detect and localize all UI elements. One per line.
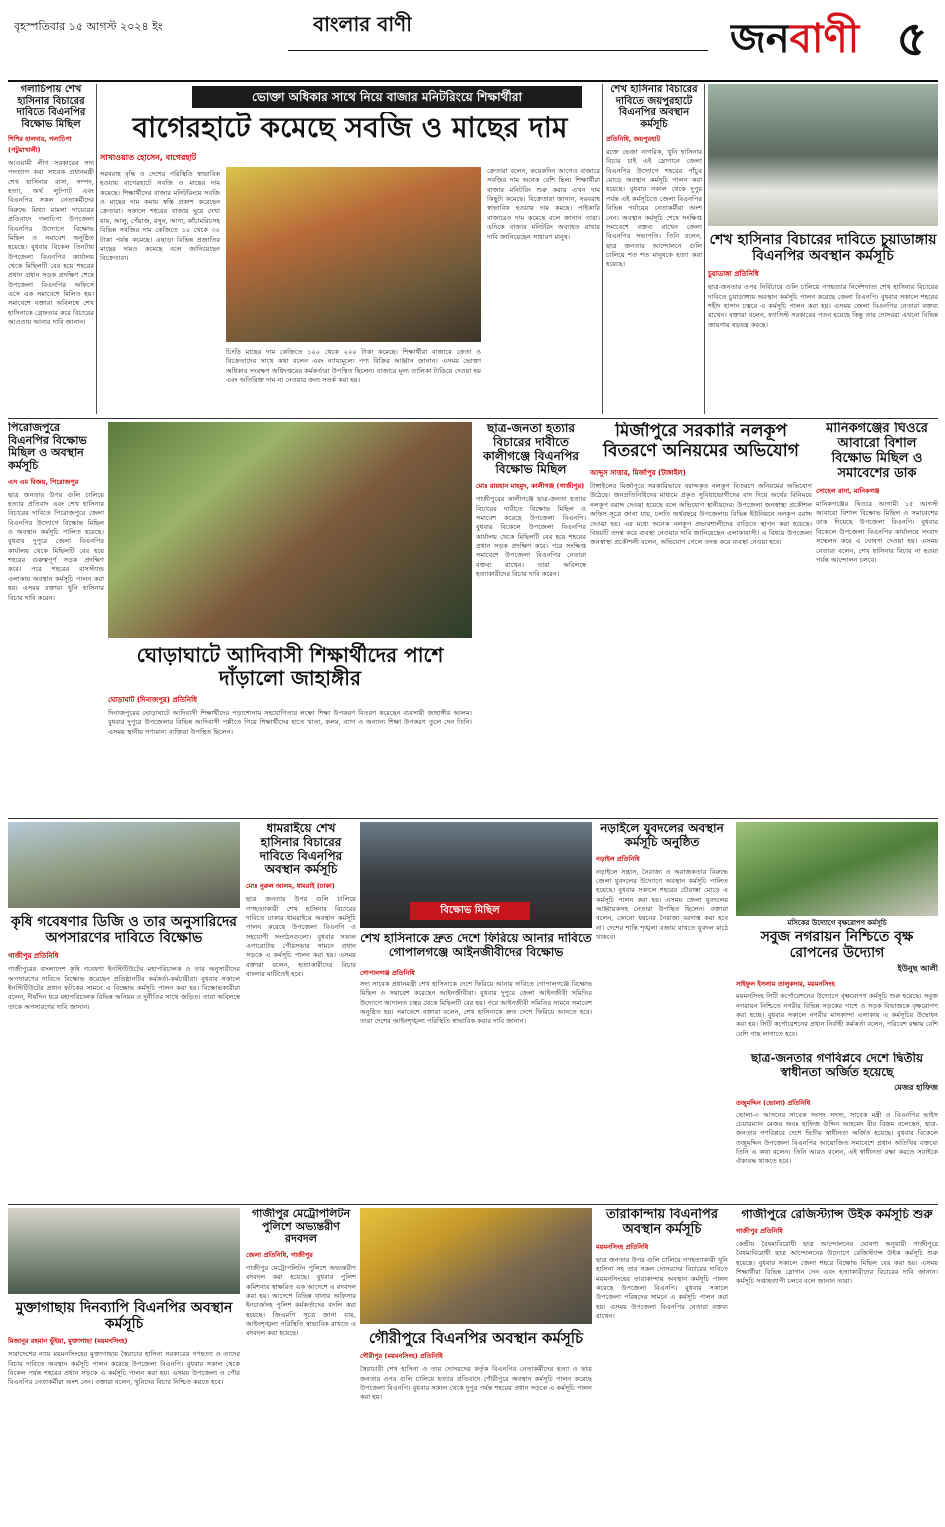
chuadanga-photo <box>708 84 938 226</box>
logo-text-red: বাণী <box>789 16 860 62</box>
students-photo <box>108 422 472 638</box>
article-body: মানিকগঞ্জের ঘিওরে আগামী ১৫ আগস্ট আবারো বিশাল বিক্ষোভ মিছিল ও সমাবেশের ডাক দিয়েছে উপজেলা বিএনপি। বুধবার বিকেলে উপজেলা বিএনপির কার্যালয়ে সংবাদ সম্মেলন করে এ ঘোষণা দেওয়া হয়। এসময় নেতারা বলেন, শেখ হাসিনার বিচার না হওয়া পর্যন্ত আন্দোলন চলবে। <box>816 499 938 564</box>
article-byline: মোঃ নুরুল আলম, ধামরাই (ঢাকা) <box>246 882 335 891</box>
article-body: গাজীপুরের কালীগঞ্জে ছাত্র-জনতা হত্যার বিচারের দাবীতে বিক্ষোভ মিছিল ও সমাবেশ করেছে উপজেলা বিএনপি। বুধবার বিকেলে উপজেলা বিএনপির কার্যালয় থেকে মিছিলটি বের হয়ে শহরের প্রধান সড়ক প্রদক্ষিণ করে। পরে সংক্ষিপ্ত সমাবেশে উপজেলা বিএনপির নেতারা বক্তব্য রাখেন। তারা অবিলম্বে হত্যাকারীদের বিচার দাবি করেন। <box>476 495 586 579</box>
article-headline: কৃষি গবেষণার ডিজি ও তার অনুসারিদের অপসারণের দাবিতে বিক্ষোভ <box>10 914 237 947</box>
article-byline: গোপালগঞ্জ প্রতিনিধি <box>360 969 415 977</box>
article-byline: নড়াইল প্রতিনিধি <box>596 854 640 863</box>
article-chuadanga <box>708 84 938 416</box>
article-headline: শেখ হাসিনাকে দ্রুত দেশে ফিরিয়ে আনার দাবিতে গোপালগঞ্জে আইনজীবীদের বিক্ষোভ <box>360 932 592 959</box>
article-dhamrai <box>246 822 356 1198</box>
article-headline: তারাকান্দায় বিএনপির অবস্থান কর্মসূচি <box>606 1208 718 1237</box>
column-rule <box>96 84 97 414</box>
article-pirojpur <box>8 422 104 816</box>
article-body: দিনাজপুরের ঘোড়াঘাটে আদিবাসী শিক্ষার্থীদের পড়াশোনায় সহযোগিতার লক্ষ্যে শিক্ষা উপকরণ বিতরণ করেছেন ব্যবসায়ী জাহাঙ্গীর আলম। বুধবার দুপুরে উপজেলার বিভিন্ন আদিবাসী পল্লীতে গিয়ে শিক্ষার্থীদের হাতে খাতা, কলম, ব্যাগ ও অন্যান্য শিক্ষা উপকরণ তুলে দেন তিনি। এসময় স্থানীয় গণ্যমান্য ব্যক্তিরা উপস্থিত ছিলেন। <box>108 709 472 736</box>
column-rule <box>704 84 705 414</box>
article-headline: মানিকগঞ্জের ঘিওরে আবারো বিশাল বিক্ষোভ মিছিল ও সমাবেশের ডাক <box>826 422 928 481</box>
logo-text-black: জন <box>730 16 790 62</box>
article-headline: গলাচিপায় শেখ হাসিনার বিচারের দাবিতে বিএনপির বিক্ষোভ মিছিল <box>16 84 86 130</box>
section-rule <box>8 818 938 819</box>
market-photo <box>226 167 481 342</box>
masthead-underline <box>288 50 708 51</box>
article-body: নড়াইলে সন্ত্রাস, নৈরাজ্য ও অরাজকতার বিরুদ্ধে জেলা যুবদলের উদ্যোগে অবস্থান কর্মসূচি পালিত হয়েছে। বুধবার সকালে শহরের চৌরাস্তা মোড়ে এ কর্মসূচি পালন করা হয়। এসময় জেলা যুবদলের আহ্বায়কসহ নেতারা উপস্থিত ছিলেন। বক্তারা বলেন, কোনো ধরনের নৈরাজ্য বরদাস্ত করা হবে না। দেশের শান্তি শৃঙ্খলা বজায় রাখতে যুবদল মাঠে থাকবে। <box>596 867 728 942</box>
article-body: সারাদেশের ন্যায় ময়মনসিংহের মুক্তাগাছায় স্বৈরাচার হাসিনা সরকারের গণহত্যা ও তাদের বিচার দাবিতে অবস্থান কর্মসূচি পালন করেছে উপজেলা বিএনপি। বুধবার সকাল থেকে বিকেল পর্যন্ত শহরের প্রধান সড়কে এ কর্মসূচি পালন করা হয়। এসময় উপজেলা ও পৌর বিএনপির নেতাকর্মীরা অংশ নেন। বক্তারা বলেন, খুনিদের বিচার নিশ্চিত করতে হবে। <box>8 1350 240 1387</box>
article-byline: প্রতিনিধি, জয়পুরহাট <box>606 135 661 143</box>
article-headline: গাজীপুরে রেজিস্ট্যান্স উইক কর্মসূচি শুরু <box>741 1208 933 1221</box>
article-body: সদ্য সাবেক প্রধানমন্ত্রী শেখ হাসিনাকে দেশে ফিরিয়ে আনার দাবিতে গোপালগঞ্জে বিক্ষোভ মিছিল ও সমাবেশ করেছেন আইনজীবীরা। বুধবার দুপুরে জেলা আইনজীবী সমিতির উদ্যোগে আদালত চত্বর থেকে মিছিলটি বের হয়। পরে আইনজীবী সমিতির সামনে সমাবেশ অনুষ্ঠিত হয়। সমাবেশে বক্তারা বলেন, শেখ হাসিনাকে দ্রুত দেশে ফিরিয়ে আনতে হবে। তারা দেশের আইনশৃঙ্খলা পরিস্থিতি স্বাভাবিক করার দাবি জানান। <box>360 980 592 1026</box>
article-bagerhat <box>100 112 600 417</box>
issue-date: বৃহস্পতিবার ১৫ আগস্ট ২০২৪ ইং <box>14 20 163 33</box>
article-mirzapur <box>590 422 812 816</box>
article-body: ছাত্র জনতার উপর গুলি চালিয়ে হত্যার প্রতিবাদ এবং শেখ হাসিনার বিচারের দাবিতে পিরোজপুরে জেলা বিএনপির উদ্যোগে বিক্ষোভ মিছিল ও অবস্থান কর্মসূচি পালিত হয়েছে। বুধবার দুপুরে জেলা বিএনপির কার্যালয় থেকে মিছিলটি বের হয়ে শহরের গুরুত্বপূর্ণ সড়ক প্রদক্ষিণ করে। পরে শহরের বাসস্ট্যান্ড এলাকায় অবস্থান কর্মসূচি পালন করা হয়। এসময় বক্তারা খুনি হাসিনার বিচার দাবি করেন। <box>8 490 104 602</box>
article-resistance-week <box>736 1208 938 1520</box>
article-gopalganj <box>360 822 592 1198</box>
article-headline: ছাত্র-জনতা হত্যার বিচারের দাবীতে কালীগঞ্জে বিএনপির বিক্ষোভ মিছিল <box>483 422 579 477</box>
article-manikganj <box>816 422 938 816</box>
article-headline: পিরোজপুরে বিএনপির বিক্ষোভ মিছিল ও অবস্থান কর্মসূচি <box>8 422 87 472</box>
article-body: টাঙ্গাইলের মির্জাপুরে সরকারিভাবে বরাদ্দকৃত নলকূপ বিতরণে অনিয়মের অভিযোগ উঠেছে। জনপ্রতিনিধিদের মাধ্যমে প্রকৃত সুবিধাভোগীদের বাদ দিয়ে অর্থের বিনিময়ে নলকূপ বরাদ্দ দেওয়া হয়েছে বলে অভিযোগ স্থানীয়দের। উপজেলা জনস্বাস্থ্য প্রকৌশল অফিস সূত্রে জানা যায়, চলতি অর্থবছরে উপজেলায় বিভিন্ন ইউনিয়নে নলকূপ বরাদ্দ দেওয়া হয়। এর মধ্যে অনেক নলকূপ প্রভাবশালীদের বাড়িতে স্থাপন করা হয়েছে। বিষয়টি তদন্ত করে ব্যবস্থা নেওয়ার দাবি জানিয়েছেন এলাকাবাসী। এ বিষয়ে উপজেলা জনস্বাস্থ্য প্রকৌশলী বলেন, অভিযোগ পেলে তদন্ত করে ব্যবস্থা নেওয়া হবে। <box>590 482 812 547</box>
page-number: ৫ <box>896 11 928 67</box>
top-strip: ভোক্তা অধিকার সাথে নিয়ে বাজার মনিটরিংয়ে শিক্ষার্থীরা <box>192 86 582 108</box>
article-headline: শেখ হাসিনার বিচারের দাবিতে জয়পুরহাটে বিএনপির অবস্থান কর্মসূচি <box>610 84 698 130</box>
article-body: সরবরাহ বৃদ্ধি ও দেশের পরিস্থিতি স্বাভাবিক হওয়ায় বাগেরহাটে সবজি ও মাছের দাম কমেছে। শিক্ষার্থীদের বাজার মনিটরিংয়ে সবজি ও মাছের দাম কমায় স্বস্তি প্রকাশ করেছেন ক্রেতারা। সকালে শহরের বাজার ঘুরে দেখা যায়, আলু, পেঁয়াজ, রসুন, আদা, কাঁচামরিচসহ বিভিন্ন সবজির দাম কেজিতে ১০ থেকে ৩০ টাকা পর্যন্ত কমেছে। এছাড়া বিভিন্ন প্রজাতির মাছের দামও কমেছে বলে জানিয়েছেন বিক্রেতারা। <box>100 170 220 263</box>
article-byline: সাখাওয়াত হোসেন, বাগেরহাট <box>100 153 197 163</box>
section-rule <box>8 418 938 419</box>
article-headline: শেখ হাসিনার বিচারের দাবিতে চুয়াডাঙ্গায় বিএনপির অবস্থান কর্মসূচি <box>709 232 937 265</box>
article-gouripur <box>360 1208 592 1520</box>
article-byline: মোঃ রায়হান মাহমুদ, কালীগঞ্জ (গাজীপুর) <box>476 482 585 491</box>
article-headline: গাজীপুর মেট্রোপলিটন পুলিশে অভ্যন্তরীণ রদবদল <box>251 1208 351 1246</box>
article-byline: শিশির হালদার, গলাচিপা (পটুয়াখালী) <box>8 135 72 154</box>
protest-photo <box>8 822 240 908</box>
masthead-rule <box>8 80 938 82</box>
article-byline: ময়মনসিংহ প্রতিনিধি <box>596 1242 649 1251</box>
article-byline: জেলা প্রতিনিধি, গাজীপুর <box>246 1250 313 1259</box>
article-kicker: মসিকের উদ্যোগে বৃক্ষরোপণ কর্মসূচি <box>787 919 887 927</box>
article-byline: সোহেল রানা, মানিকগঞ্জ <box>816 486 880 495</box>
article-kaliganj <box>476 422 586 816</box>
column-rule <box>602 84 603 414</box>
section-rule <box>8 1204 938 1205</box>
article-byline: এস এম বিজয়, পিরোজপুর <box>8 477 79 486</box>
article-byline: তজুমদ্দিন (ভোলা) প্রতিনিধি <box>736 1098 811 1107</box>
article-body: ক্রেতারা বলেন, কয়েকদিন আগেও বাজারে সবজির দাম অনেক বেশি ছিল। শিক্ষার্থীরা বাজার মনিটরিং শুরু করায় এখন দাম কিছুটা কমেছে। বিক্রেতারা জানান, সরবরাহ স্বাভাবিক হওয়ায় দাম কমছে। পাইকারি বাজারেও দাম কমেছে বলে জানান তারা। এদিকে বাজার মনিটরিং অব্যাহত রাখার দাবি জানিয়েছেন সাধারণ মানুষ। <box>487 167 600 241</box>
article-body: ছাত্র-জনতার ওপর নির্বিচারে গুলি চালিয়ে গণহত্যার নির্দেশদাতা শেখ হাসিনার বিচারের দাবিতে চুয়াডাঙ্গায় অবস্থান কর্মসূচি পালন করেছে জেলা বিএনপি। বুধবার সকালে শহরের শহীদ হাসান চত্বরে এ কর্মসূচি পালন করা হয়। এসময় জেলা বিএনপির নেতারা বক্তব্য রাখেন। বক্তারা বলেন, ফ্যাসিস্ট সরকারের পতন হয়েছে কিন্তু তার দোসররা এখনো বিভিন্ন জায়গায় ষড়যন্ত্র করছে। <box>708 283 938 329</box>
article-headline: ছাত্র-জনতার গণবিপ্লবে দেশে দ্বিতীয় স্বাধীনতা অর্জিত হয়েছে <box>750 1052 924 1079</box>
article-body: ভোলা-৩ আসনের সাবেক সংসদ সদস্য, সাবেক মন্ত্রী ও বিএনপির ভাইস চেয়ারম্যান মেজর অবঃ হাফিজ উদ্দিন আহমেদ বীর বিক্রম বলেছেন, ছাত্র-জনতার গণবিপ্লবে দেশে দ্বিতীয় স্বাধীনতা অর্জিত হয়েছে। বুধবার বিকেলে তজুমদ্দিন উপজেলা বিএনপির আয়োজিত সমাবেশে প্রধান অতিথির বক্তব্যে তিনি এ কথা বলেন। তিনি আরও বলেন, এই স্বাধীনতা রক্ষা করতে সবাইকে ঐক্যবদ্ধ থাকতে হবে। <box>736 1110 938 1166</box>
article-tarakanda <box>596 1208 728 1520</box>
article-body: ছাত্র জনতার উপর গুলি চালিয়ে গণহত্যাকারী শেখ হাসিনার বিচারের দাবিতে ঢাকার ধামরাইয়ে অবস্থান কর্মসূচি পালন করেছে উপজেলা বিএনপি ও সহযোগী সংগঠনগুলো। বুধবার সকাল এগারোটায় পৌরসভার সামনে প্রধান সড়কে এ কর্মসূচি পালন করা হয়। এসময় বক্তারা বলেন, হত্যাকারীদের বিচার বাংলার মাটিতেই হবে। <box>246 895 356 979</box>
article-muktagacha <box>8 1208 240 1520</box>
article-author: মেজর হাফিজ <box>894 1082 938 1092</box>
gouripur-photo <box>360 1208 592 1324</box>
article-byline: মিজানুর রহমান ভুঁইয়া, মুক্তাগাছা (ময়মনসিংহ) <box>8 1337 128 1346</box>
article-byline: গাজীপুর প্রতিনিধি <box>736 1226 783 1235</box>
article-body: রক্তে ভেজা নাগরিক, খুনি হাসিনার বিচার চাই এই স্লোগানে জেলা বিএনপির উদ্যোগে শহরের পাঁচুর মোড়ে অবস্থান কর্মসূচি পালন করা হয়েছে। বুধবার সকাল থেকে দুপুর পর্যন্ত এই কর্মসূচিতে জেলা বিএনপির বিভিন্ন পর্যায়ের নেতাকর্মীরা অংশ নেন। অবস্থান কর্মসূচি শেষে সংক্ষিপ্ত সমাবেশে বক্তব্য রাখেন জেলা বিএনপির সভাপতি। তিনি বলেন, ছাত্র জনতার আন্দোলনে গুলি চালিয়ে শত শত মানুষকে হত্যা করা হয়েছে। <box>606 148 702 269</box>
article-headline: গৌরীপুরে বিএনপির অবস্থান কর্মসূচি <box>368 1329 584 1347</box>
article-joypurhat <box>606 84 702 416</box>
article-headline: মুক্তাগাছায় দিনব্যাপি বিএনপির অবস্থান কর্মসূচি <box>15 1300 233 1333</box>
article-headline: সবুজ নগরায়ন নিশ্চিতে বৃক্ষ রোপনের উদ্যোগ <box>760 929 914 962</box>
article-golachipa <box>8 84 94 416</box>
article-narail <box>596 822 728 1198</box>
article-headline: ঘোড়াঘাটে আদিবাসী শিক্ষার্থীদের পাশে দাঁড়ালো জাহাঙ্গীর <box>136 643 444 690</box>
muktagacha-photo <box>8 1208 240 1294</box>
article-body: ছাত্র জনতার উপর গুলি চালিয়ে গণহত্যাকারী খুনি হাসিনা সহ তার সকল দোসরদের বিচারের দাবিতে ময়মনসিংহের তারাকান্দায় অবস্থান কর্মসূচি পালন করেছে উপজেলা বিএনপি। বুধবার সকালে উপজেলা পরিষদের সামনে এ কর্মসূচি পালন করা হয়। এসময় উপজেলা বিএনপির নেতারা বক্তব্য রাখেন। <box>596 1255 728 1321</box>
article-byline: গৌরীপুর (ময়মনসিংহ) প্রতিনিধি <box>360 1352 443 1361</box>
article-body: গাজীপুরের বাংলাদেশ কৃষি গবেষণা ইনস্টিটিউটের মহাপরিচালক ও তার অনুসারীদের অপসারণের দাবিতে বিক্ষোভ করেছেন প্রতিষ্ঠানটির কর্মকর্তা-কর্মচারীরা। বুধবার সকালে ইনস্টিটিউটের প্রধান ফটকের সামনে এ বিক্ষোভ কর্মসূচি পালন করা হয়। বিক্ষোভকারীরা বলেন, দীর্ঘদিন ধরে মহাপরিচালক বিভিন্ন অনিয়ম ও দুর্নীতির সাথে জড়িত। তারা অবিলম্বে তাকে অপসারণের দাবি জানান। <box>8 965 240 1011</box>
article-headline: বাগেরহাটে কমেছে সবজি ও মাছের দাম <box>132 112 568 144</box>
article-body: স্বৈরাচারী শেখ হাসিনা ও তার দোসরদের কর্তৃক বিএনপির নেতাকর্মীদের হত্যা ও ছাত্র জনতার ওপর গুলি চালিয়ে হত্যার প্রতিবাদে গৌরীপুরে অবস্থান কর্মসূচি পালন করেছে উপজেলা বিএনপি। বুধবার সকাল থেকে দুপুর পর্যন্ত শহরের প্রধান সড়কে এ কর্মসূচি পালন করা হয়। <box>360 1365 592 1402</box>
article-body: আওয়ামী লীগ সরকারের সদ্য পদত্যাগ করা সাবেক প্রধানমন্ত্রী শেখ হাসিনার বাসা, সম্পদ, হত্যা, অর্থ লুটপাট এবং বিএনপির সকল নেতাকর্মীদের বিরুদ্ধে মিথ্যা মামলা দায়েরের প্রতিবাদে গলাচিপা উপজেলা বিএনপির উদ্যোগে বিক্ষোভ মিছিল ও সমাবেশ অনুষ্ঠিত হয়েছে। বুধবার বিকেল তিনটায় উপজেলা বিএনপির কার্যালয় থেকে মিছিলটি বের হয়ে শহরের প্রধান প্রধান সড়ক প্রদক্ষিণ শেষে উপজেলা বিএনপির অফিসে এসে এক সমাবেশে মিলিত হয়। সমাবেশে বক্তারা অবিলম্বে শেখ হাসিনাকে গ্রেফতার করে বিচারের আওতায় আনার দাবি জানান। <box>8 159 94 327</box>
article-byline: সাইফুল ইসলাম তালুকদার, ময়মনসিংহ <box>736 980 835 989</box>
article-byline: ঘোড়াঘাট (দিনাজপুর) প্রতিনিধি <box>108 696 198 704</box>
tree-plantation-photo <box>736 822 938 916</box>
masthead-logo <box>730 6 880 72</box>
article-body: কেন্দ্রীয় বৈষম্যবিরোধী ছাত্র আন্দোলনের ঘোষণা অনুযায়ী গাজীপুরে বৈষম্যবিরোধী ছাত্র আন্দোলনের উদ্যোগে রেজিস্ট্যান্স উইক কর্মসূচি শুরু হয়েছে। বুধবার সকালে জেলা শহরে বিক্ষোভ মিছিল বের করা হয়। এসময় শিক্ষার্থীরা বিভিন্ন স্লোগান দেন এবং হত্যাকারীদের বিচারের দাবি জানান। কর্মসূচি সপ্তাহব্যাপী চলবে বলে জানান তারা। <box>736 1239 938 1286</box>
article-headline: নড়াইলে যুবদলের অবস্থান কর্মসূচি অনুষ্ঠিত <box>600 822 724 849</box>
masthead <box>8 6 938 76</box>
article-tree-plantation <box>736 822 938 1048</box>
article-byline: গাজীপুর প্রতিনিধি <box>8 952 59 961</box>
article-byline: আব্দুস সাত্তার, মির্জাপুর (টাঙ্গাইল) <box>590 469 686 478</box>
article-krishi <box>8 822 240 1198</box>
article-headline: ধামরাইয়ে শেখ হাসিনার বিচারের দাবিতে বিএনপির অবস্থান কর্মসূচি <box>259 822 343 877</box>
section-name: বাংলার বাণী <box>313 12 412 36</box>
article-gmp <box>246 1208 356 1520</box>
article-byline: চুয়াডাঙ্গা প্রতিনিধি <box>708 270 759 279</box>
protest-banner: বিক্ষোভ মিছিল <box>410 902 530 920</box>
article-author: ইউনুছ আলী <box>897 964 938 974</box>
article-hafiz <box>736 1052 938 1198</box>
article-ghoraghat <box>108 422 472 816</box>
article-body: চিংড়ি মাছের দাম কেজিতে ১০০ থেকে ২০০ টাকা কমেছে। শিক্ষার্থীরা বাজারে ক্রেতা ও বিক্রেতাদের সাথে কথা বলেন এবং ন্যায্যমূল্যে পণ্য বিক্রির আহ্বান জানান। এসময় ভোক্তা অধিকার সংরক্ষণ অধিদপ্তরের কর্মকর্তারা উপস্থিত ছিলেন। বাজারে মূল্য তালিকা টাঙিয়ে দেওয়া হয় এবং অতিরিক্ত দাম না নেওয়ার জন্য সতর্ক করা হয়। <box>226 348 481 385</box>
article-body: গাজীপুর মেট্রোপলিটন পুলিশে অভ্যন্তরীণ রদবদল করা হয়েছে। বুধবার পুলিশ কমিশনার স্বাক্ষরিত এক আদেশে এ রদবদল করা হয়। আদেশে বিভিন্ন থানার অফিসার ইনচার্জসহ পুলিশ কর্মকর্তাদের বদলি করা হয়েছে। জিএমপি সূত্রে জানা যায়, আইনশৃঙ্খলা পরিস্থিতি স্বাভাবিক রাখতে এ রদবদল করা হয়েছে। <box>246 1263 356 1338</box>
article-body: ময়মনসিংহ সিটি কর্পোরেশনের উদ্যোগে বৃক্ষরোপণ কর্মসূচি শুরু হয়েছে। সবুজ নগরায়ন নিশ্চিতে নগরীর বিভিন্ন সড়কের পাশে ও সড়ক বিভাজকে বৃক্ষরোপণ করা হচ্ছে। বুধবার সকালে নগরীর মাসকান্দা এলাকায় এ কর্মসূচির উদ্বোধন করা হয়। সিটি কর্পোরেশনের প্রধান নির্বাহী কর্মকর্তা বলেন, পরিবেশ রক্ষায় বেশি বেশি গাছ লাগাতে হবে। <box>736 992 938 1038</box>
article-headline: মির্জাপুরে সরকারি নলকূপ বিতরণে অনিয়মের অভিযোগ <box>603 422 799 461</box>
